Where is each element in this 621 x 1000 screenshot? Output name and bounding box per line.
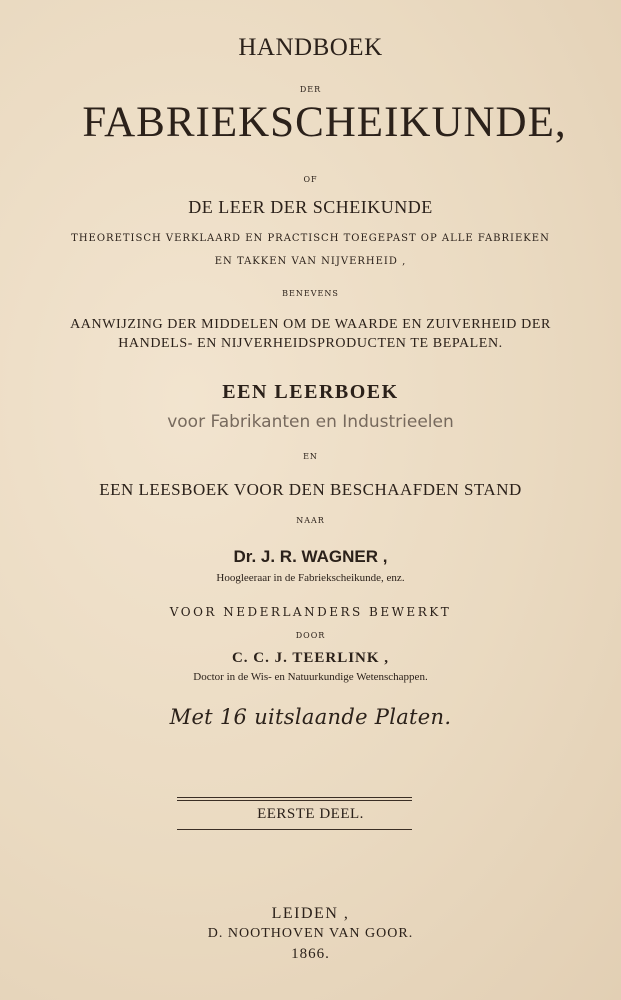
aanwijzing-line-2: HANDELS- EN NIJVERHEIDSPRODUCTEN TE BEPALEN. [118, 336, 503, 351]
book-main-title: FABRIEKSCHEIKUNDE, [82, 99, 567, 146]
title-connector-der: DER [299, 85, 322, 94]
handwritten-plates-note: Met 16 uitslaande Platen. [169, 705, 452, 729]
volume-rule-top-inner [177, 800, 412, 801]
volume-rule-bottom [177, 829, 412, 830]
translator-title: Doctor in de Wis- en Natuurkundige Wetenschappen. [193, 671, 428, 683]
connector-naar: NAAR [296, 516, 325, 525]
volume-label: EERSTE DEEL. [257, 806, 364, 822]
adaptation-note: VOOR NEDERLANDERS BEWERKT [169, 605, 452, 619]
book-subtitle: DE LEER DER SCHEIKUNDE [188, 197, 433, 217]
connector-door: DOOR [295, 631, 326, 640]
imprint-publisher: D. NOOTHOVEN VAN GOOR. [207, 926, 414, 941]
stamped-audience-line: voor Fabrikanten en Industrieelen [167, 412, 454, 432]
subtitle-description-line-1: THEORETISCH VERKLAARD EN PRACTISCH TOEGEPAST OP ALLE FABRIEKEN [71, 233, 550, 244]
book-title-handboek: HANDBOEK [238, 34, 383, 61]
title-connector-of: OF [303, 175, 318, 184]
connector-en: EN [303, 452, 318, 461]
imprint-city: LEIDEN , [271, 905, 350, 922]
leesboek-heading: EEN LEESBOEK VOOR DEN BESCHAAFDEN STAND [99, 480, 522, 499]
aanwijzing-line-1: AANWIJZING DER MIDDELEN OM DE WAARDE EN ZUIVERHEID DER [70, 317, 551, 332]
author-title: Hoogleeraar in de Fabriekscheikunde, enz. [216, 572, 405, 584]
subtitle-description-line-2: EN TAKKEN VAN NIJVERHEID , [214, 256, 407, 267]
connector-benevens: BENEVENS [282, 289, 339, 298]
volume-rule-top [177, 797, 412, 798]
translator-name: C. C. J. TEERLINK , [231, 650, 390, 666]
author-name: Dr. J. R. WAGNER , [233, 547, 388, 566]
leerboek-heading: EEN LEERBOEK [222, 381, 399, 403]
imprint-year: 1866. [291, 946, 330, 962]
